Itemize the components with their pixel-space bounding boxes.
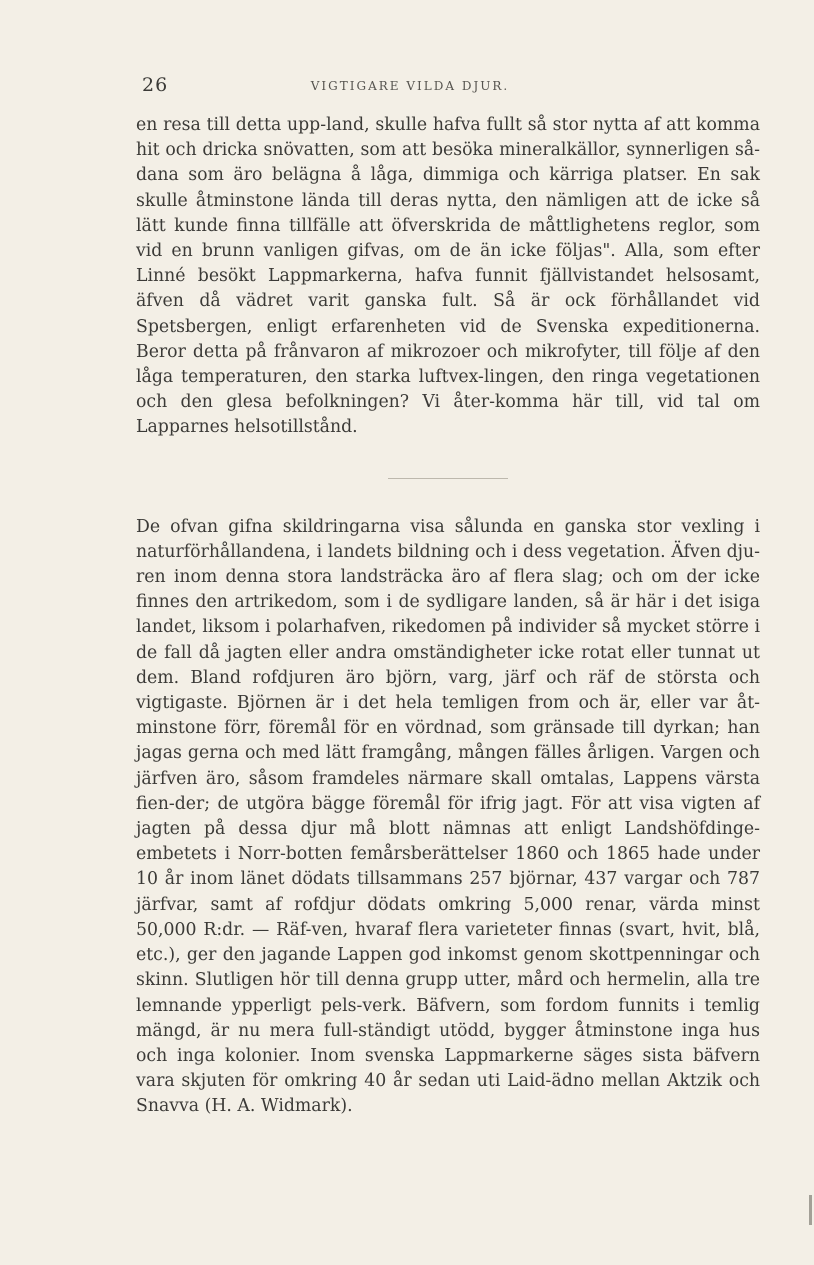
body-text bbox=[136, 113, 760, 1120]
section-divider bbox=[388, 478, 508, 479]
paragraph-2: De ofvan gifna skildringarna visa sålunda en ganska stor vexling i naturförhållandena, i landets bildning och i dess vegetation. Äfven dju-ren inom denna stora landsträcka äro af flera slag; och om der icke finnes den artrikedom, som i de sydligare landen, så är här i det isiga landet, liksom i polarhafven, rikedomen på individer så mycket större i de fall då jagten eller andra omständigheter icke rotat eller tunnat ut dem. Bland rofdjuren äro björn, varg, järf och räf de största och vigtigaste. Björnen är i det hela temligen from och är, eller var åt-minstone förr, föremål för en vördnad, som gränsade till dyrkan; han jagas gerna och med lätt framgång, mången fälles årligen. Vargen och järfven äro, såsom framdeles närmare skall omtalas, Lappens värsta fien-der; de utgöra bägge föremål för ifrig jagt. För att visa vigten af jagten på dessa djur må blott nämnas att enligt Landshöfdinge-embetets i Norr-botten femårsberättelser 1860 och 1865 hade under 10 år inom länet dödats tillsammans 257 björnar, 437 vargar och 787 järfvar, samt af rofdjur dödats omkring 5,000 renar, värda minst 50,000 R:dr. — Räf-ven, hvaraf flera varieteter finnas (svart, hvit, blå, etc.), ger den jagande Lappen god inkomst genom skottpenningar och skinn. Slutligen hör till denna grupp utter, mård och hermelin, alla tre lemnande ypperligt pels-verk. Bäfvern, som fordom funnits i temlig mängd, är nu mera full-ständigt utödd, bygger åtminstone inga hus och inga kolonier. Inom svenska Lappmarkerne säges sista bäfvern vara skjuten för omkring 40 år sedan uti Laid-ädno mellan Aktzik och Snavva (H. A. Widmark). bbox=[136, 516, 760, 1117]
page-header bbox=[130, 74, 690, 98]
page-edge-mark bbox=[809, 1195, 812, 1225]
paragraph-1: en resa till detta upp-land, skulle hafva fullt så stor nytta af att komma hit och dricka snövatten, som att besöka mineralkällor, synnerligen så-dana som äro belägna å låga, dimmiga och kärriga platser. En sak skulle åtminstone lända till deras nytta, den nämligen att de icke så lätt kunde finna tillfälle att öfverskrida de måttlighetens reglor, som vid en brunn vanligen gifvas, om de än icke följas". Alla, som efter Linné besökt Lappmarkerna, hafva funnit fjällvistandet helsosamt, äfven då vädret varit ganska fult. Så är ock förhållandet vid Spetsbergen, enligt erfarenheten vid de Svenska expeditionerna. Beror detta på frånvaron af mikrozoer och mikrofyter, till följe af den låga temperaturen, den starka luftvex-lingen, den ringa vegetationen och den glesa befolkningen? Vi åter-komma här till, vid tal om Lapparnes helsotillstånd. bbox=[136, 115, 760, 438]
page-number: 26 bbox=[142, 74, 169, 96]
running-head: VIGTIGARE VILDA DJUR. bbox=[310, 79, 510, 93]
